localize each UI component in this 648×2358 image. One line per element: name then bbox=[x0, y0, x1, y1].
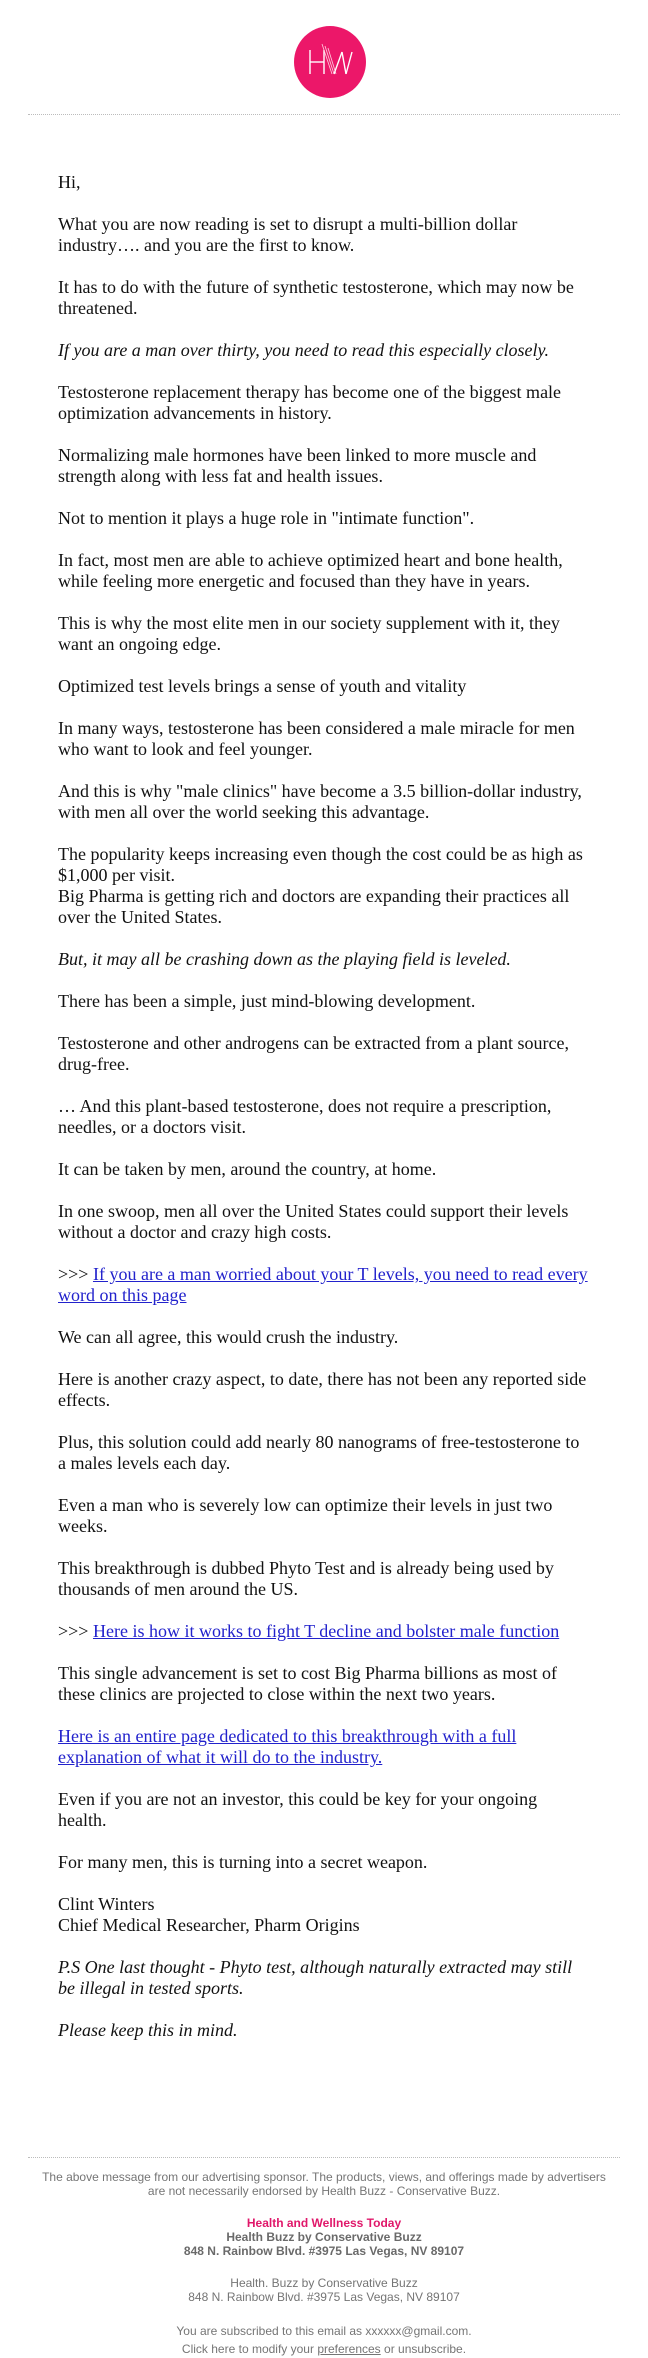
paragraph-line: The popularity keeps increasing even though the cost could be as high as $1,000 per visit. bbox=[58, 844, 583, 885]
paragraph: This breakthrough is dubbed Phyto Test and is already being used by thousands of men around the US. bbox=[58, 1558, 554, 1599]
paragraph-group bbox=[58, 844, 590, 928]
email-body bbox=[0, 115, 648, 2041]
paragraph: Even if you are not an investor, this could be key for your ongoing health. bbox=[58, 1789, 538, 1830]
paragraph: Even a man who is severely low can optimize their levels in just two weeks. bbox=[58, 1495, 553, 1536]
link-prefix: >>> bbox=[58, 1621, 93, 1641]
paragraph: It has to do with the future of synthetic testosterone, which may now be threatened. bbox=[58, 277, 574, 318]
full-explanation-link[interactable]: Here is an entire page dedicated to this breakthrough with a full explanation of what it will do to the industry. bbox=[58, 1726, 517, 1767]
hw-logo-icon bbox=[306, 42, 354, 82]
publisher-block bbox=[40, 2216, 608, 2258]
signature-name: Clint Winters bbox=[58, 1894, 155, 1914]
company-name-bold: Health Buzz by Conservative Buzz bbox=[226, 2230, 422, 2244]
paragraph: Plus, this solution could add nearly 80 nanograms of free-testosterone to a males levels each day. bbox=[58, 1432, 580, 1473]
company-block bbox=[40, 2276, 608, 2304]
preferences-line bbox=[40, 2340, 608, 2358]
paragraph-italic: But, it may all be crashing down as the playing field is leveled. bbox=[58, 949, 511, 969]
subscription-info bbox=[40, 2322, 608, 2358]
signature-title: Chief Medical Researcher, Pharm Origins bbox=[58, 1915, 360, 1935]
company-name: Health. Buzz by Conservative Buzz bbox=[230, 2276, 418, 2290]
paragraph: What you are now reading is set to disrupt a multi-billion dollar industry…. and you are the first to know. bbox=[58, 214, 518, 255]
t-levels-link[interactable]: If you are a man worried about your T levels, you need to read every word on this page bbox=[58, 1264, 588, 1305]
signature bbox=[58, 1894, 590, 1936]
advertiser-disclaimer: The above message from our advertising sponsor. The products, views, and offerings made by advertisers are not necessarily endorsed by Health Buzz - Conservative Buzz. bbox=[42, 2170, 606, 2198]
link-prefix: >>> bbox=[58, 1264, 93, 1284]
cta-line-2 bbox=[58, 1621, 590, 1642]
paragraph-line: Big Pharma is getting rich and doctors are expanding their practices all over the United States. bbox=[58, 886, 570, 927]
paragraph: It can be taken by men, around the country, at home. bbox=[58, 1159, 437, 1179]
preferences-link[interactable]: preferences bbox=[317, 2342, 381, 2356]
paragraph: … And this plant-based testosterone, does not require a prescription, needles, or a doctors visit. bbox=[58, 1096, 552, 1137]
postscript-closing: Please keep this in mind. bbox=[58, 2020, 238, 2040]
paragraph: Testosterone and other androgens can be extracted from a plant source, drug-free. bbox=[58, 1033, 570, 1074]
paragraph: And this is why "male clinics" have become a 3.5 billion-dollar industry, with men all over the world seeking this advantage. bbox=[58, 781, 582, 822]
paragraph: Not to mention it plays a huge role in "intimate function". bbox=[58, 508, 475, 528]
postscript: P.S One last thought - Phyto test, although naturally extracted may still be illegal in tested sports. bbox=[58, 1957, 573, 1998]
paragraph-italic: If you are a man over thirty, you need to read this especially closely. bbox=[58, 340, 550, 360]
modify-prefix: Click here to modify your bbox=[181, 2342, 318, 2356]
greeting: Hi, bbox=[58, 172, 81, 192]
paragraph: In one swoop, men all over the United States could support their levels without a doctor and crazy high costs. bbox=[58, 1201, 569, 1242]
paragraph: In many ways, testosterone has been considered a male miracle for men who want to look and feel younger. bbox=[58, 718, 575, 759]
paragraph: There has been a simple, just mind-blowing development. bbox=[58, 991, 476, 1011]
paragraph: In fact, most men are able to achieve optimized heart and bone health, while feeling more energetic and focused than they have in years. bbox=[58, 550, 563, 591]
modify-suffix: or unsubscribe. bbox=[380, 2342, 467, 2356]
brand-name: Health and Wellness Today bbox=[246, 2216, 402, 2230]
subscribed-notice: You are subscribed to this email as xxxxxx@gmail.com. bbox=[176, 2324, 472, 2338]
cta-line-1 bbox=[58, 1264, 590, 1306]
paragraph: Testosterone replacement therapy has become one of the biggest male optimization advancements in history. bbox=[58, 382, 562, 423]
paragraph: We can all agree, this would crush the industry. bbox=[58, 1327, 399, 1347]
how-it-works-link[interactable]: Here is how it works to fight T decline and bolster male function bbox=[92, 1621, 560, 1641]
paragraph: Optimized test levels brings a sense of youth and vitality bbox=[58, 676, 467, 696]
company-address-bold: 848 N. Rainbow Blvd. #3975 Las Vegas, NV 89107 bbox=[183, 2244, 465, 2258]
cta-line-3 bbox=[58, 1726, 590, 1768]
paragraph: Here is another crazy aspect, to date, there has not been any reported side effects. bbox=[58, 1369, 587, 1410]
paragraph: This single advancement is set to cost Big Pharma billions as most of these clinics are projected to close within the next two years. bbox=[58, 1663, 557, 1704]
paragraph: For many men, this is turning into a secret weapon. bbox=[58, 1852, 428, 1872]
paragraph: Normalizing male hormones have been linked to more muscle and strength along with less fat and health issues. bbox=[58, 445, 537, 486]
email-footer bbox=[0, 2158, 648, 2358]
company-address: 848 N. Rainbow Blvd. #3975 Las Vegas, NV 89107 bbox=[188, 2290, 460, 2304]
email-header bbox=[0, 0, 648, 114]
hw-logo[interactable] bbox=[294, 26, 366, 98]
paragraph: This is why the most elite men in our society supplement with it, they want an ongoing edge. bbox=[58, 613, 560, 654]
